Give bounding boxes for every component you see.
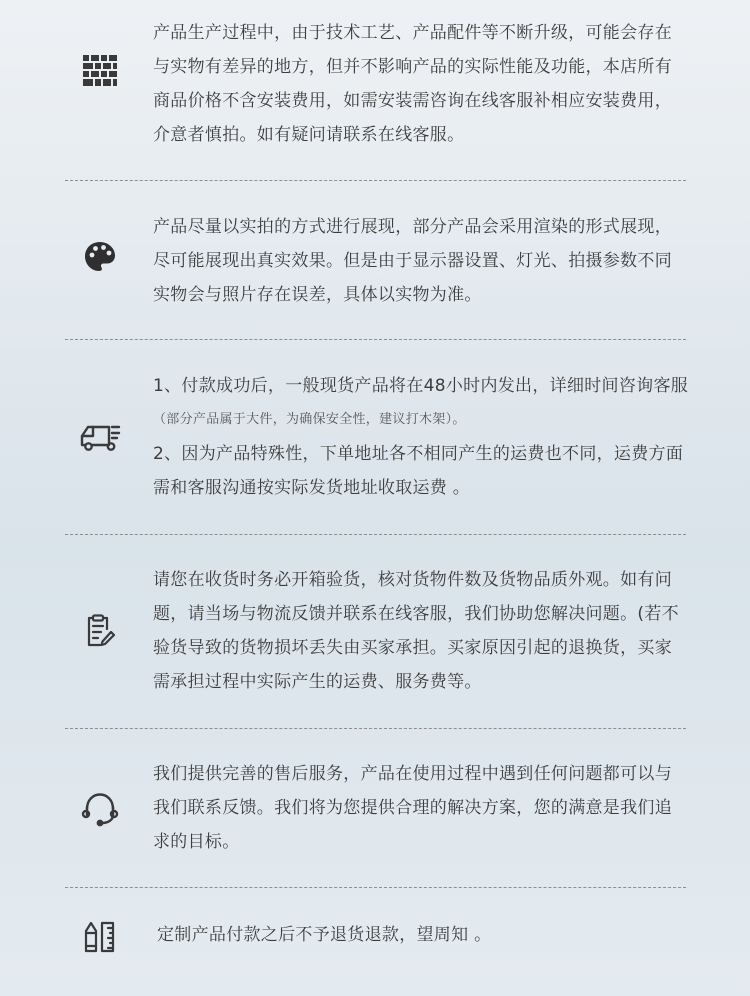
shipping-line-3: 需和客服沟通按实际发货地址收取运费 。 [153,478,471,498]
shipping-note: （部分产品属于大件，为确保安全性，建议打木架）。 [153,412,466,427]
section-divider [65,534,686,535]
notice-text [153,210,713,312]
grid-icon [78,49,122,93]
pencil-ruler-icon [78,915,122,959]
shipping-line-1: 1、付款成功后，一般现货产品将在48小时内发出，详细时间咨询客服 [153,376,689,396]
section-divider [65,887,686,888]
truck-icon [78,416,122,460]
notice-line: 定制产品付款之后不予退货退款，望周知 。 [157,925,492,945]
notice-line: 题，请当场与物流反馈并联系在线客服，我们协助您解决问题。(若不 [153,604,679,624]
section-divider [65,339,686,340]
notice-line: 请您在收货时务必开箱验货，核对货物件数及货物品质外观。如有问 [153,570,672,590]
notice-line: 产品生产过程中，由于技术工艺、产品配件等不断升级，可能会存在 [153,23,672,43]
notice-line: 实物会与照片存在误差，具体以实物为准。 [153,285,482,305]
section-divider [65,728,686,729]
notice-text [153,369,713,505]
clipboard-edit-icon [78,609,122,653]
notice-line: 需承担过程中实际产生的运费、服务费等。 [153,672,482,692]
notice-line: 求的目标。 [153,832,240,852]
notice-line: 尽可能展现出真实效果。但是由于显示器设置、灯光、拍摄参数不同 [153,251,672,271]
notice-text [157,918,717,952]
notice-text [153,563,713,699]
shipping-line-2: 2、因为产品特殊性，下单地址各不相同产生的运费也不同，运费方面 [153,444,684,464]
notice-line: 产品尽量以实拍的方式进行展现，部分产品会采用渲染的形式展现， [153,217,672,237]
headset-icon [78,787,122,831]
notice-line: 介意者慎拍。如有疑问请联系在线客服。 [153,125,465,145]
notice-line: 商品价格不含安装费用，如需安装需咨询在线客服补相应安装费用， [153,91,672,111]
palette-icon [78,235,122,279]
notice-line: 我们联系反馈。我们将为您提供合理的解决方案，您的满意是我们追 [153,798,672,818]
section-divider [65,180,686,181]
notice-line: 我们提供完善的售后服务，产品在使用过程中遇到任何问题都可以与 [153,764,672,784]
notice-line: 验货导致的货物损坏丢失由买家承担。买家原因引起的退换货，买家 [153,638,672,658]
notice-text [153,16,713,152]
notice-line: 与实物有差异的地方，但并不影响产品的实际性能及功能，本店所有 [153,57,672,77]
notice-text [153,757,713,859]
